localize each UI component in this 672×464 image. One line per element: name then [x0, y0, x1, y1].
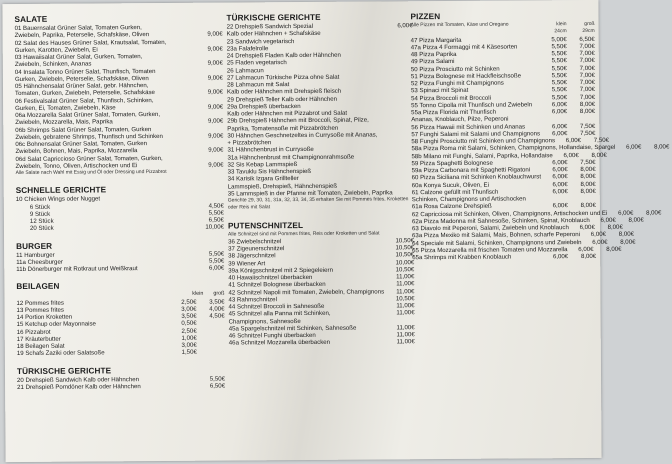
burger-item-price: 5,50€	[208, 257, 225, 265]
pizza-item	[412, 253, 596, 262]
pizza-item-price-large: 8,00€	[579, 107, 596, 116]
tgericht-item-text: 33 Tavuklu Sis Hähnchenspieß	[227, 167, 312, 176]
tgericht-item-text: 29a Drehspieß überbacken	[227, 102, 301, 111]
pizza-item-price: 6,00€	[579, 223, 595, 232]
pizza-item-text: 54 Pizza Broccoli mit Broccoli	[411, 94, 492, 102]
section-title-tuerkische-gerichte-left: TÜRKISCHE GERICHTE	[16, 365, 112, 376]
tgericht-item-text: 30 Hähnchen Geschnetzeltes in Currysoße mit Ananas,	[227, 131, 378, 140]
pizza-item-price-large: 7,50€	[593, 136, 610, 144]
tgericht-item-text: 31a Hähnchenbrust mit Champignonrahmsoße	[227, 153, 355, 162]
putenschnitzel-item-text: 38 Jägerschnitzel	[228, 252, 276, 260]
beilagen-item-price: 3,00€	[181, 305, 197, 313]
section-title-burger: BURGER	[16, 241, 53, 251]
tuerkische-gerichte-left-list	[17, 375, 225, 391]
beilagen-item-text: 14 Portion Kroketten	[16, 313, 73, 321]
pizza-item-text: 58 Funghi Prosciutto mit Schinken und Champignons	[411, 137, 556, 146]
pizza-item-price: 6,00€	[552, 180, 568, 188]
menu-sheet	[2, 0, 670, 462]
salat-item-text: Zwiebeln, Tonno, Oliven, Artischocken und Ei	[15, 161, 138, 170]
beilagen-list	[16, 298, 224, 357]
pizza-item-text: 61 Calzone gefüllt mit Thunfisch	[411, 188, 499, 196]
tgericht-item-text: 29b Drehspieß Hähnchen mit Broccoli, Spinat, Pilze,	[227, 116, 369, 125]
pizza-item-price-large: 8,00€	[580, 165, 596, 174]
beilagen-item-text: 12 Pommes frites	[16, 299, 64, 307]
pizza-item-text: 64 Speciale mit Salami, Schinken, Champignons und Zwiebeln	[412, 238, 582, 247]
schnell-item-text: 12 Stück	[29, 217, 54, 225]
salat-item-text: Zwiebeln, Schinken, Ananas	[14, 60, 92, 69]
pizza-item-text: 57 Funghi Salami mit Salami und Champignons	[411, 130, 541, 138]
pizza-item-text: 50 Pizza Prosciutto mit Schinken	[410, 65, 500, 73]
putenschnitzel-item-text: Champignons, Sahnesoße	[228, 317, 301, 326]
putenschnitzel-item-price: 10,50€	[395, 244, 415, 252]
tgericht-item-text: Kalb oder Hähnchen + Schafskäse	[226, 30, 321, 38]
pizza-item-price-large: 8,00€	[579, 100, 596, 108]
beilagen-item-price: 0,50€	[181, 319, 197, 328]
salate-list	[15, 24, 224, 170]
burger-list	[16, 250, 224, 273]
pizza-item-text: Ananas, Knoblauch, Pilze, Peperoni	[411, 115, 509, 124]
schnell-item-text: 20 Stück	[29, 224, 54, 233]
putenschnitzel-item-price: 11,00€	[396, 309, 415, 317]
pizza-item-price-large: 7,50€	[580, 158, 596, 166]
salat-item-text: 06c Bohnensalat Grüner Salat, Tomaten, Gurken	[15, 140, 148, 148]
schnelle-gerichte-list	[16, 195, 224, 233]
putenschnitzel-item-price: 10,50€	[395, 251, 415, 259]
beilagen-item-price-large: 4,00€	[209, 305, 225, 313]
beilagen-size-small: klein	[192, 290, 204, 298]
pizzen-list	[410, 35, 670, 262]
salat-item-text: 06d Salat Capriccioso Grüner Salat, Tomaten, Gurken,	[15, 154, 163, 163]
putenschnitzel-item-price: 10,50€	[395, 294, 415, 303]
schnell-item-text: 6 Stück	[29, 203, 51, 211]
pizza-item-price: 5,50€	[551, 86, 568, 94]
pizza-item-price: 6,00€	[600, 216, 616, 224]
pizza-item-price: 6,00€	[552, 166, 568, 174]
pizza-item-text: 60a Konya Sucuk, Oliven, Ei	[411, 181, 489, 189]
pizza-item-text: 51 Pizza Bolognese mit Hackfleischsoße	[410, 72, 522, 80]
pizza-item-price-large: 7,00€	[579, 71, 595, 79]
schnell-item-price: 10,00€	[205, 223, 224, 231]
salat-item-text: Gurken, Zwiebeln, Peterselie, Schafskäse, Oliven	[14, 74, 149, 83]
putenschnitzel-item-price: 11,00€	[396, 273, 415, 281]
pizza-item-price-large: 7,50€	[579, 122, 596, 130]
pizza-item-text: 49 Pizza Salami	[410, 58, 455, 66]
salat-item-price: 9,00€	[207, 88, 224, 96]
pizza-item-price: 6,00€	[592, 238, 608, 246]
putenschnitzel-item-text: 42 Schnitzel Napoli mit Tomaten, Zwiebeln, Champignons	[228, 287, 385, 297]
putenschnitzel-item-text: 45 Schnitzel alla Panna mit Schinken,	[228, 310, 331, 318]
pizza-item-price: 5,00€	[551, 35, 567, 43]
salat-item-text: 01 Bauernsalat Grüner Salat, Tomaten Gurken,	[14, 24, 142, 33]
schnell-item-text: 9 Stück	[29, 210, 51, 218]
pizza-item-price: 5,50€	[551, 42, 567, 51]
salat-item-text: Tomaten, Gurken, Zwiebeln, Peterselie, Schafskäse	[15, 89, 155, 98]
section-title-tuerkische-gerichte: TÜRKISCHE GERICHTE	[226, 12, 321, 23]
pizza-item-price-large: 8,00€	[580, 187, 596, 195]
beilagen-item-text: 19 Schafs Zaziki oder Salatsoße	[16, 349, 105, 358]
salat-item-text: 05 Hähnchensalat Grüner Salat, gebr. Hähnchen,	[14, 82, 149, 91]
salat-item-price: 9,00€	[207, 59, 223, 67]
burger-item	[16, 265, 224, 274]
salat-item-text: 03 Hawaiisalat Grüner Salat, Gurken, Tomaten,	[14, 53, 143, 62]
pizza-item-text: 47a Pizza 4 Formaggi mit 4 Käsesorten	[410, 43, 518, 51]
pizza-item-price-large: 8,00€	[580, 173, 596, 181]
beilagen-item-price-large: 3,50€	[209, 298, 225, 306]
pizza-item-price-large: 7,00€	[579, 49, 595, 58]
pizza-item-price: 6,00€	[590, 231, 607, 239]
putenschnitzel-item-text: 46a Schnitzel Mozzarella überbacken	[228, 339, 331, 347]
tgericht-left-item-price: 5,50€	[209, 375, 226, 383]
salat-item-text: 06 Festivalsalat Grüner Salat, Thunfisch, Schinken,	[15, 96, 154, 105]
pizza-item-text: 58b Milano mit Funghi, Salami, Paprika, Hollandaise	[411, 151, 553, 160]
pizza-item-price-large: 8,00€	[620, 238, 636, 246]
tuerkische-gerichte-list	[227, 22, 414, 197]
tgericht-left-item-price: 6,50€	[209, 382, 226, 390]
salat-item-text: Zwiebeln, Bohnen, Mais, Paprika, Mozzarella	[15, 147, 138, 156]
putenschnitzel-item-price: 11,00€	[396, 280, 415, 288]
tgericht-item-text: 32 Sis Kebap Lammspieß	[227, 160, 298, 169]
pizza-item-text: 62 Capricciosa mit Schinken, Oliven, Champignons, Artischocken und Ei	[411, 209, 608, 218]
pizza-item-price: 6,00€	[626, 143, 642, 151]
putenschnitzel-item-text: 44 Schnitzel Broccoli in Sahnesoße	[228, 302, 325, 311]
pizza-item-price-large: 7,00€	[579, 57, 595, 65]
schnell-item-price: 4,50€	[208, 202, 224, 210]
tgericht-item-price: 6,00€	[397, 22, 413, 30]
salat-item-price: 9,00€	[208, 132, 224, 140]
pizza-item-price: 6,00€	[552, 202, 568, 210]
tgericht-item-text: 23a Falafelrolle	[226, 44, 269, 53]
pizzen-size-small: klein	[556, 21, 567, 28]
tgericht-item-text: 31 Hähnchenbrust in Currysoße	[227, 146, 314, 154]
tgericht-item-text: 29 Drehspieß Teller Kalb oder Hähnchen	[227, 95, 338, 104]
pizza-item-price-large: 7,00€	[579, 86, 596, 94]
tuerkische-gerichte-note: Gerichte 29, 30, 31, 31a, 32, 33, 34, 35 erhalten Sie mit Pommes frites, Kroketten oder Reis mit Salat	[227, 196, 409, 211]
pizza-item-price-large: 8,00€	[646, 208, 662, 217]
pizza-item-price: 6,00€	[552, 187, 568, 196]
salat-item-text: Zwiebeln, Mozzarella, Mais, Paprika	[15, 118, 113, 127]
pizza-item-price: 6,00€	[552, 122, 568, 130]
salat-item-price: 9,00€	[207, 117, 224, 125]
burger-item-text: 11b Dönerburger mit Rotkraut und Weißkraut	[16, 265, 138, 273]
section-title-schnelle-gerichte: SCHNELLE GERICHTE	[15, 185, 107, 196]
pizza-item-price-large: 8,00€	[606, 245, 622, 253]
beilagen-item	[17, 349, 225, 358]
beilagen-size-big: groß	[213, 290, 225, 297]
schnell-item-text: 10 Chicken Wings oder Nugget	[15, 195, 101, 204]
putenschnitzel-item	[229, 338, 415, 347]
pizza-item-price: 6,00€	[552, 158, 568, 167]
salat-item-text: 06b Shrimps Salat Grüner Salat, Tomaten, Gurken	[15, 125, 152, 134]
pizza-item-price: 6,00€	[552, 253, 569, 261]
beilagen-item-text: 15 Ketchup oder Mayonnaise	[16, 320, 96, 329]
column-left	[14, 11, 225, 391]
pizza-item-price-large: 7,00€	[579, 42, 595, 50]
pizza-item-price: 6,00€	[552, 173, 568, 181]
pizza-item-price: 6,00€	[551, 108, 568, 116]
tgericht-item-text: 28 Lahmacun mit Salat	[226, 81, 290, 89]
tgericht-item-text: 25 Fladen vegetarisch	[226, 59, 287, 67]
putenschnitzel-item-price: 11,00€	[396, 331, 415, 339]
salate-note: Alle Salate nach Wahl mit Essig und Öl oder Dressing und Pizzabrot	[15, 168, 167, 176]
tgericht-item-text: 22 Drehspieß Sandwich Spezial	[226, 22, 313, 31]
pizza-item-text: 65a Shrimps mit Krabben Knoblauch	[412, 253, 512, 262]
salat-item-text: 04 Insalata Tonno Grüner Salat, Thunfisch, Tomaten	[14, 67, 156, 76]
salat-item-price: 9,00€	[207, 45, 223, 53]
pizza-item-text: 52 Pizza Funghi mit Champignons	[410, 79, 504, 88]
pizza-item-price: 5,50€	[551, 79, 567, 87]
pizza-item-text: 60 Pizza Siciliana mit Schinken Knoblauchwurst	[411, 173, 542, 182]
pizza-item-price-large: 7,00€	[579, 64, 595, 72]
tgericht-item-text: + Pizzabrötchen	[227, 139, 272, 147]
putenschnitzel-item-text: 39 Wiener Art	[228, 259, 266, 268]
salat-item-text: 06a Mozzarella Salat Grüner Salat, Tomaten, Gurken,	[15, 110, 161, 119]
beilagen-item-price: 1,50€	[181, 348, 197, 357]
tgericht-item-text: Kalb oder Hähnchen mit Pizzabrot und Salat	[227, 109, 348, 118]
pizzen-dim-big: 29cm	[582, 28, 595, 35]
pizza-item-text: 63 Diavolo mit Peperoni, Salami, Zwiebeln und Knoblauch	[411, 224, 569, 233]
pizza-item-text: 55 Tonno Cipolla mit Thunfisch und Zwiebeln	[411, 101, 533, 109]
tgericht-item-text: Lammspieß, Drehspieß, Hähnchenspieß	[227, 182, 338, 191]
pizza-item-text: 55a Pizza Florida mit Thunfisch	[411, 108, 497, 117]
section-title-pizzen: PIZZEN	[410, 12, 441, 22]
salat-item-text: Gurken, Ei, Tomaten, Zwiebeln, Käse	[15, 104, 116, 112]
beilagen-item-text: 16 Pizzabrot	[16, 328, 51, 336]
pizza-item-text: 59 Pizza Spaghetti Bolognese	[411, 159, 493, 167]
beilagen-item-price: 2,50€	[181, 298, 197, 306]
pizza-item-price-large: 8,00€	[580, 180, 596, 188]
pizza-item-text: 59a Pizza Carbonara mit Spaghetti Rigatoni	[411, 166, 531, 175]
schnell-item-price: 5,50€	[208, 209, 224, 217]
beilagen-item-text: 17 Kräuterbutter	[16, 335, 61, 343]
beilagen-item-price: 1,00€	[181, 334, 197, 342]
putenschnitzel-item-price: 11,00€	[396, 338, 415, 346]
tgericht-item-text: Kalb oder Hähnchen mit Drehspieß fleisch	[227, 87, 342, 96]
pizza-item-text: 56 Pizza Hawaii mit Schinken und Ananas	[411, 122, 526, 131]
salat-item-text: Gurken, Karotten, Zwiebeln, Ei	[14, 46, 98, 54]
putenschnitzel-item-text: 43 Rahmschnitzel	[228, 295, 277, 304]
pizza-item-price: 6,00€	[551, 100, 568, 109]
pizza-item-text: 58a Pizza Roma mit Salami, Schinken, Champignons, Hollandaise, Spargel	[411, 144, 616, 153]
pizza-item-price: 6,00€	[618, 209, 634, 217]
section-title-salate: SALATE	[14, 14, 48, 25]
burger-item-text: 11 Hamburger	[16, 251, 55, 259]
beilagen-item-price: 3,00€	[181, 341, 197, 349]
pizza-item-price-large: 8,00€	[607, 223, 623, 231]
pizza-item-price: 5,50€	[551, 57, 567, 65]
pizza-item-price-large: 7,00€	[579, 78, 595, 87]
beilagen-item-price: 2,50€	[181, 327, 197, 335]
pizza-item-price-large: 8,00€	[580, 252, 597, 261]
column-middle	[226, 9, 414, 347]
column-right	[410, 8, 670, 262]
pizza-item-price: 5,50€	[551, 71, 567, 80]
burger-item-price: 6,00€	[208, 264, 225, 272]
pizza-item-price: 6,00€	[565, 137, 582, 145]
pizza-item-price: 6,00€	[552, 129, 568, 138]
section-title-putenschnitzel: PUTENSCHNITZEL	[227, 220, 304, 231]
pizza-item-price-large: 6,50€	[579, 35, 595, 43]
pizza-item-price: 6,00€	[563, 151, 579, 159]
putenschnitzel-item-text: 37 Zigeunerschnitzel	[228, 245, 285, 253]
tgericht-item-text: 35 Lammspieß in der Pfanne mit Tomaten, Zwiebeln, Paprika	[227, 189, 393, 198]
salat-item-price: 9,00€	[208, 146, 224, 154]
putenschnitzel-item-price: 10,50€	[395, 236, 415, 245]
pizza-item-price: 6,00€	[578, 245, 594, 253]
putenschnitzel-item-text: 36 Zwiebelschnitzel	[228, 237, 282, 246]
pizza-item-text: 65 Pizza Mozzarella mit frischen Tomaten und Mozzarella	[412, 245, 568, 254]
tgericht-item-text: 24 Drehspieß Fladen Kalb oder Hähnchen	[226, 51, 341, 60]
putenschnitzel-item-price: 11,00€	[396, 323, 415, 332]
tgericht-item-text: Paprika, Tomatensoße mit Pizzabrötchen	[227, 124, 339, 133]
burger-item-price: 5,50€	[208, 250, 225, 258]
pizza-item-text: 63a Pizza Mexiko mit Salami, Mais, Bohnen, scharfe Peperoni	[412, 231, 581, 240]
putenschnitzel-item-text: 45a Spargelschnitzel mit Schinken, Sahnesoße	[228, 324, 357, 333]
pizza-item-price-large: 8,00€	[654, 143, 670, 151]
putenschnitzel-item-price: 10,00€	[395, 258, 415, 266]
pizza-item-price: 5,50€	[551, 64, 567, 72]
salat-item-price: 9,00€	[208, 161, 224, 169]
beilagen-item-price-large	[197, 349, 225, 356]
tgericht-left-item-text: 20 Drehspieß Sandwich Kalb oder Hähnchen	[17, 375, 140, 384]
pizzen-size-big: groß	[584, 20, 595, 28]
putenschnitzel-item-price: 11,00€	[396, 302, 415, 310]
pizza-item-price-large: 8,00€	[628, 216, 644, 224]
putenschnitzel-item-text: 39a Königsschnitzel mit 2 Spiegeleiern	[228, 266, 333, 275]
pizzen-dim-small: 24cm	[554, 28, 567, 35]
pizza-item-price-large: 8,00€	[618, 230, 635, 239]
putenschnitzel-note: Alle Schnitzel sind mit Pommes frites, Reis oder Kroketten und Salat	[227, 229, 380, 238]
pizza-item-text: 61a Rosa Calzone Drehspieß	[411, 202, 492, 211]
pizzen-subtitle: Alle Pizzen mit Tomaten, Käse und Oregano	[410, 21, 509, 29]
salat-item-price: 9,00€	[207, 74, 223, 82]
pizza-item-price: 5,50€	[551, 50, 567, 58]
salat-item-text: 02 Salat des Hauses Grüner Salat, Krautsalat, Tomaten,	[14, 38, 167, 47]
pizza-item-price-large: 8,00€	[580, 202, 596, 210]
putenschnitzel-item-text: 40 Hawaiischnitzel überbacken	[228, 273, 313, 282]
salat-item-price: 9,00€	[207, 103, 224, 111]
schnell-item	[16, 224, 224, 233]
putenschnitzel-item-price: 11,00€	[396, 287, 415, 295]
salat-item-text: Zwiebeln, gebratene Shrimps, Thunfisch und Schinken	[15, 132, 163, 141]
pizza-item-price: 5,50€	[551, 93, 568, 101]
beilagen-item-text: 18 Beilagen Salat	[16, 342, 65, 350]
putenschnitzel-list	[228, 237, 415, 347]
salat-item-price: 9,00€	[207, 30, 223, 38]
section-title-beilagen: BEILAGEN	[16, 281, 60, 292]
putenschnitzel-item-text: 46 Schnitzel Funghi überbacken	[228, 331, 316, 340]
tgericht-left-item	[17, 382, 225, 391]
pizza-item-price-large: 7,00€	[579, 93, 596, 101]
pizza-item-text: 53 Spinaci mit Spinat	[411, 87, 469, 95]
beilagen-item-text: 13 Pommes frites	[16, 306, 64, 314]
pizza-item-price-large: 7,50€	[580, 129, 596, 137]
tgericht-item-text: 26 Lahmacun	[226, 66, 264, 75]
tgericht-item-text: 34 Karisik Izgara Grillteller	[227, 175, 299, 183]
tgericht-item-text: 23 Sandwich vegetarisch	[226, 37, 295, 46]
tgericht-item-text: 27 Lahmacun Türkische Pizza ohne Salat	[226, 73, 340, 82]
beilagen-item-price: 3,50€	[181, 312, 197, 320]
pizza-item-text: 48 Pizza Paprika	[410, 50, 457, 59]
pizza-item-text: 62a Pizza Madonna mit Sahnesoße, Schinken, Spinat, Knoblauch	[411, 216, 590, 225]
pizza-item-text: 47 Pizza Margarita	[410, 36, 462, 44]
putenschnitzel-item-text: 41 Schnitzel Bolognese überbacken	[228, 281, 326, 289]
tgericht-left-item-text: 21 Drehspieß Pomdöner Kalb oder Hähnchen	[17, 382, 141, 391]
pizza-item-price-large: 8,00€	[591, 151, 607, 159]
beilagen-item-price-large: 4,50€	[209, 312, 225, 320]
salat-item-text: Zwiebeln, Paprika, Peterselie, Schafskäse, Oliven	[14, 31, 150, 40]
burger-item-text: 11a Cheesburger	[16, 258, 63, 266]
putenschnitzel-item-price: 10,50€	[395, 265, 415, 274]
schnell-item-price: 6,50€	[208, 216, 224, 224]
pizza-item-text: Schinken, Champignons und Artischocken	[411, 195, 526, 204]
